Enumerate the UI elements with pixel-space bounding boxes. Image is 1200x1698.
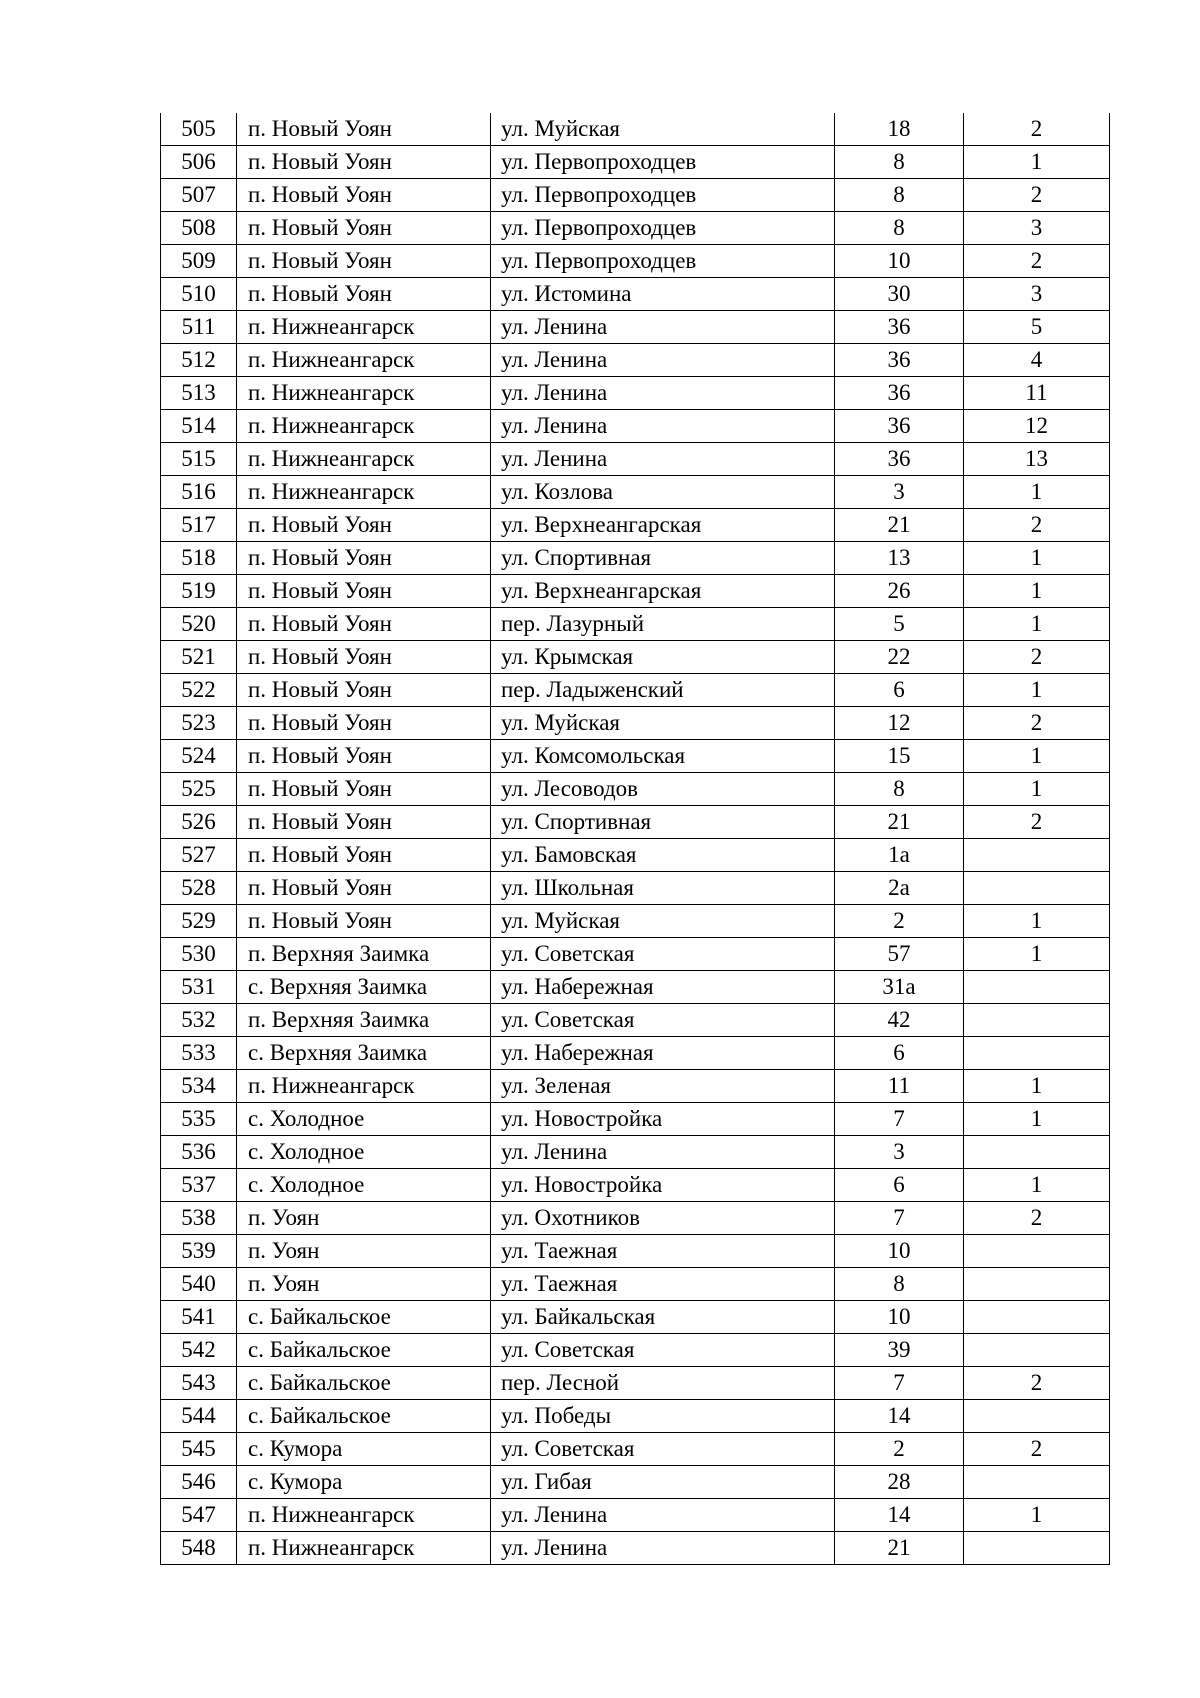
house-number-cell: 39 xyxy=(835,1334,964,1367)
house-number-cell: 21 xyxy=(835,1532,964,1565)
settlement-cell: п. Новый Уоян xyxy=(237,608,491,641)
street-cell: ул. Школьная xyxy=(491,872,835,905)
street-cell: ул. Ленина xyxy=(491,1499,835,1532)
street-cell: ул. Ленина xyxy=(491,1136,835,1169)
row-number-cell: 522 xyxy=(161,674,237,707)
settlement-cell: п. Нижнеангарск xyxy=(237,443,491,476)
house-number-cell: 57 xyxy=(835,938,964,971)
settlement-cell: с. Кумора xyxy=(237,1466,491,1499)
street-cell: ул. Зеленая xyxy=(491,1070,835,1103)
row-number-cell: 529 xyxy=(161,905,237,938)
street-cell: пер. Лесной xyxy=(491,1367,835,1400)
apartment-cell xyxy=(964,1466,1110,1499)
apartment-cell: 1 xyxy=(964,1499,1110,1532)
street-cell: ул. Первопроходцев xyxy=(491,245,835,278)
street-cell: ул. Советская xyxy=(491,1004,835,1037)
table-row xyxy=(161,542,1110,575)
apartment-cell: 1 xyxy=(964,740,1110,773)
row-number-cell: 542 xyxy=(161,1334,237,1367)
row-number-cell: 512 xyxy=(161,344,237,377)
table-row xyxy=(161,245,1110,278)
apartment-cell: 1 xyxy=(964,146,1110,179)
settlement-cell: п. Новый Уоян xyxy=(237,905,491,938)
table-row xyxy=(161,575,1110,608)
house-number-cell: 42 xyxy=(835,1004,964,1037)
street-cell: ул. Лесоводов xyxy=(491,773,835,806)
table-row xyxy=(161,410,1110,443)
house-number-cell: 11 xyxy=(835,1070,964,1103)
apartment-cell: 1 xyxy=(964,905,1110,938)
settlement-cell: п. Новый Уоян xyxy=(237,146,491,179)
table-row xyxy=(161,278,1110,311)
street-cell: ул. Муйская xyxy=(491,113,835,146)
row-number-cell: 531 xyxy=(161,971,237,1004)
table-row xyxy=(161,476,1110,509)
table-row xyxy=(161,674,1110,707)
table-row xyxy=(161,1400,1110,1433)
house-number-cell: 12 xyxy=(835,707,964,740)
settlement-cell: п. Новый Уоян xyxy=(237,179,491,212)
settlement-cell: п. Нижнеангарск xyxy=(237,1499,491,1532)
apartment-cell xyxy=(964,1301,1110,1334)
settlement-cell: п. Новый Уоян xyxy=(237,641,491,674)
street-cell: ул. Ленина xyxy=(491,1532,835,1565)
table-row xyxy=(161,1037,1110,1070)
apartment-cell xyxy=(964,1268,1110,1301)
row-number-cell: 540 xyxy=(161,1268,237,1301)
row-number-cell: 548 xyxy=(161,1532,237,1565)
settlement-cell: с. Холодное xyxy=(237,1136,491,1169)
house-number-cell: 3 xyxy=(835,476,964,509)
settlement-cell: п. Уоян xyxy=(237,1202,491,1235)
house-number-cell: 10 xyxy=(835,245,964,278)
street-cell: ул. Первопроходцев xyxy=(491,146,835,179)
address-table-body xyxy=(161,113,1110,1565)
apartment-cell: 2 xyxy=(964,509,1110,542)
table-row xyxy=(161,212,1110,245)
apartment-cell: 1 xyxy=(964,1103,1110,1136)
settlement-cell: п. Новый Уоян xyxy=(237,509,491,542)
house-number-cell: 36 xyxy=(835,443,964,476)
settlement-cell: п. Новый Уоян xyxy=(237,773,491,806)
settlement-cell: п. Нижнеангарск xyxy=(237,1532,491,1565)
row-number-cell: 537 xyxy=(161,1169,237,1202)
row-number-cell: 509 xyxy=(161,245,237,278)
table-row xyxy=(161,377,1110,410)
house-number-cell: 1а xyxy=(835,839,964,872)
street-cell: ул. Новостройка xyxy=(491,1103,835,1136)
row-number-cell: 513 xyxy=(161,377,237,410)
street-cell: ул. Спортивная xyxy=(491,542,835,575)
house-number-cell: 21 xyxy=(835,806,964,839)
apartment-cell xyxy=(964,872,1110,905)
apartment-cell: 1 xyxy=(964,773,1110,806)
house-number-cell: 7 xyxy=(835,1103,964,1136)
house-number-cell: 3 xyxy=(835,1136,964,1169)
table-row xyxy=(161,1004,1110,1037)
house-number-cell: 31а xyxy=(835,971,964,1004)
table-row xyxy=(161,113,1110,146)
table-row xyxy=(161,1367,1110,1400)
apartment-cell xyxy=(964,1136,1110,1169)
street-cell: ул. Советская xyxy=(491,1433,835,1466)
house-number-cell: 10 xyxy=(835,1235,964,1268)
house-number-cell: 6 xyxy=(835,674,964,707)
apartment-cell xyxy=(964,839,1110,872)
row-number-cell: 511 xyxy=(161,311,237,344)
row-number-cell: 521 xyxy=(161,641,237,674)
row-number-cell: 533 xyxy=(161,1037,237,1070)
settlement-cell: п. Нижнеангарск xyxy=(237,311,491,344)
row-number-cell: 536 xyxy=(161,1136,237,1169)
table-row xyxy=(161,146,1110,179)
row-number-cell: 523 xyxy=(161,707,237,740)
row-number-cell: 543 xyxy=(161,1367,237,1400)
settlement-cell: с. Верхняя Заимка xyxy=(237,971,491,1004)
street-cell: ул. Гибая xyxy=(491,1466,835,1499)
table-row xyxy=(161,740,1110,773)
table-row xyxy=(161,1301,1110,1334)
apartment-cell: 12 xyxy=(964,410,1110,443)
house-number-cell: 26 xyxy=(835,575,964,608)
settlement-cell: с. Байкальское xyxy=(237,1400,491,1433)
settlement-cell: с. Верхняя Заимка xyxy=(237,1037,491,1070)
apartment-cell: 2 xyxy=(964,1367,1110,1400)
row-number-cell: 510 xyxy=(161,278,237,311)
apartment-cell: 5 xyxy=(964,311,1110,344)
street-cell: ул. Победы xyxy=(491,1400,835,1433)
table-row xyxy=(161,311,1110,344)
house-number-cell: 14 xyxy=(835,1499,964,1532)
street-cell: ул. Истомина xyxy=(491,278,835,311)
street-cell: ул. Ленина xyxy=(491,344,835,377)
row-number-cell: 508 xyxy=(161,212,237,245)
house-number-cell: 21 xyxy=(835,509,964,542)
settlement-cell: п. Новый Уоян xyxy=(237,707,491,740)
house-number-cell: 2 xyxy=(835,905,964,938)
row-number-cell: 545 xyxy=(161,1433,237,1466)
table-row xyxy=(161,179,1110,212)
apartment-cell: 1 xyxy=(964,1070,1110,1103)
settlement-cell: п. Новый Уоян xyxy=(237,872,491,905)
house-number-cell: 36 xyxy=(835,410,964,443)
apartment-cell: 1 xyxy=(964,542,1110,575)
street-cell: ул. Таежная xyxy=(491,1235,835,1268)
street-cell: ул. Спортивная xyxy=(491,806,835,839)
table-row xyxy=(161,872,1110,905)
settlement-cell: п. Нижнеангарск xyxy=(237,377,491,410)
settlement-cell: п. Новый Уоян xyxy=(237,674,491,707)
table-row xyxy=(161,839,1110,872)
row-number-cell: 519 xyxy=(161,575,237,608)
apartment-cell xyxy=(964,1235,1110,1268)
apartment-cell xyxy=(964,1400,1110,1433)
settlement-cell: п. Нижнеангарск xyxy=(237,1070,491,1103)
row-number-cell: 547 xyxy=(161,1499,237,1532)
row-number-cell: 538 xyxy=(161,1202,237,1235)
settlement-cell: п. Уоян xyxy=(237,1235,491,1268)
house-number-cell: 6 xyxy=(835,1169,964,1202)
house-number-cell: 6 xyxy=(835,1037,964,1070)
settlement-cell: п. Нижнеангарск xyxy=(237,410,491,443)
table-row xyxy=(161,1103,1110,1136)
apartment-cell xyxy=(964,971,1110,1004)
settlement-cell: п. Новый Уоян xyxy=(237,245,491,278)
row-number-cell: 516 xyxy=(161,476,237,509)
table-row xyxy=(161,608,1110,641)
house-number-cell: 28 xyxy=(835,1466,964,1499)
apartment-cell: 1 xyxy=(964,476,1110,509)
apartment-cell: 2 xyxy=(964,245,1110,278)
house-number-cell: 8 xyxy=(835,146,964,179)
settlement-cell: п. Новый Уоян xyxy=(237,740,491,773)
street-cell: ул. Крымская xyxy=(491,641,835,674)
apartment-cell: 1 xyxy=(964,938,1110,971)
row-number-cell: 539 xyxy=(161,1235,237,1268)
house-number-cell: 8 xyxy=(835,212,964,245)
street-cell: ул. Ленина xyxy=(491,410,835,443)
table-row xyxy=(161,641,1110,674)
apartment-cell: 4 xyxy=(964,344,1110,377)
apartment-cell: 1 xyxy=(964,575,1110,608)
table-row xyxy=(161,1433,1110,1466)
house-number-cell: 7 xyxy=(835,1202,964,1235)
table-row xyxy=(161,509,1110,542)
apartment-cell: 3 xyxy=(964,212,1110,245)
house-number-cell: 36 xyxy=(835,344,964,377)
settlement-cell: п. Новый Уоян xyxy=(237,542,491,575)
street-cell: ул. Набережная xyxy=(491,971,835,1004)
house-number-cell: 30 xyxy=(835,278,964,311)
apartment-cell xyxy=(964,1532,1110,1565)
row-number-cell: 535 xyxy=(161,1103,237,1136)
row-number-cell: 532 xyxy=(161,1004,237,1037)
row-number-cell: 527 xyxy=(161,839,237,872)
apartment-cell: 2 xyxy=(964,641,1110,674)
house-number-cell: 8 xyxy=(835,1268,964,1301)
apartment-cell: 11 xyxy=(964,377,1110,410)
house-number-cell: 22 xyxy=(835,641,964,674)
settlement-cell: п. Новый Уоян xyxy=(237,278,491,311)
table-row xyxy=(161,905,1110,938)
apartment-cell: 1 xyxy=(964,674,1110,707)
table-row xyxy=(161,806,1110,839)
row-number-cell: 525 xyxy=(161,773,237,806)
apartment-cell xyxy=(964,1004,1110,1037)
street-cell: ул. Первопроходцев xyxy=(491,212,835,245)
street-cell: ул. Верхнеангарская xyxy=(491,509,835,542)
row-number-cell: 524 xyxy=(161,740,237,773)
settlement-cell: с. Холодное xyxy=(237,1103,491,1136)
street-cell: ул. Муйская xyxy=(491,707,835,740)
table-row xyxy=(161,1202,1110,1235)
settlement-cell: с. Кумора xyxy=(237,1433,491,1466)
settlement-cell: с. Холодное xyxy=(237,1169,491,1202)
table-row xyxy=(161,344,1110,377)
settlement-cell: с. Байкальское xyxy=(237,1334,491,1367)
table-row xyxy=(161,1268,1110,1301)
settlement-cell: п. Верхняя Заимка xyxy=(237,1004,491,1037)
table-row xyxy=(161,1169,1110,1202)
street-cell: пер. Лазурный xyxy=(491,608,835,641)
house-number-cell: 36 xyxy=(835,377,964,410)
street-cell: ул. Ленина xyxy=(491,311,835,344)
apartment-cell: 3 xyxy=(964,278,1110,311)
row-number-cell: 530 xyxy=(161,938,237,971)
house-number-cell: 18 xyxy=(835,113,964,146)
street-cell: ул. Комсомольская xyxy=(491,740,835,773)
settlement-cell: п. Верхняя Заимка xyxy=(237,938,491,971)
table-row xyxy=(161,938,1110,971)
apartment-cell: 2 xyxy=(964,113,1110,146)
row-number-cell: 541 xyxy=(161,1301,237,1334)
street-cell: ул. Верхнеангарская xyxy=(491,575,835,608)
apartment-cell: 1 xyxy=(964,1169,1110,1202)
street-cell: ул. Козлова xyxy=(491,476,835,509)
table-row xyxy=(161,1466,1110,1499)
apartment-cell: 2 xyxy=(964,707,1110,740)
row-number-cell: 518 xyxy=(161,542,237,575)
settlement-cell: п. Новый Уоян xyxy=(237,212,491,245)
street-cell: ул. Бамовская xyxy=(491,839,835,872)
street-cell: ул. Набережная xyxy=(491,1037,835,1070)
house-number-cell: 8 xyxy=(835,179,964,212)
table-row xyxy=(161,773,1110,806)
apartment-cell: 1 xyxy=(964,608,1110,641)
house-number-cell: 5 xyxy=(835,608,964,641)
street-cell: ул. Ленина xyxy=(491,377,835,410)
row-number-cell: 506 xyxy=(161,146,237,179)
house-number-cell: 10 xyxy=(835,1301,964,1334)
apartment-cell xyxy=(964,1334,1110,1367)
house-number-cell: 15 xyxy=(835,740,964,773)
row-number-cell: 517 xyxy=(161,509,237,542)
table-row xyxy=(161,1070,1110,1103)
table-row xyxy=(161,971,1110,1004)
table-row xyxy=(161,1334,1110,1367)
settlement-cell: п. Новый Уоян xyxy=(237,113,491,146)
house-number-cell: 36 xyxy=(835,311,964,344)
house-number-cell: 7 xyxy=(835,1367,964,1400)
row-number-cell: 514 xyxy=(161,410,237,443)
house-number-cell: 13 xyxy=(835,542,964,575)
street-cell: ул. Ленина xyxy=(491,443,835,476)
house-number-cell: 14 xyxy=(835,1400,964,1433)
settlement-cell: п. Новый Уоян xyxy=(237,839,491,872)
row-number-cell: 546 xyxy=(161,1466,237,1499)
house-number-cell: 2 xyxy=(835,1433,964,1466)
row-number-cell: 534 xyxy=(161,1070,237,1103)
street-cell: ул. Первопроходцев xyxy=(491,179,835,212)
street-cell: ул. Таежная xyxy=(491,1268,835,1301)
address-table xyxy=(160,113,1110,1565)
row-number-cell: 507 xyxy=(161,179,237,212)
table-row xyxy=(161,1532,1110,1565)
table-row xyxy=(161,1235,1110,1268)
table-row xyxy=(161,1136,1110,1169)
street-cell: пер. Ладыженский xyxy=(491,674,835,707)
row-number-cell: 515 xyxy=(161,443,237,476)
street-cell: ул. Охотников xyxy=(491,1202,835,1235)
settlement-cell: п. Новый Уоян xyxy=(237,575,491,608)
street-cell: ул. Новостройка xyxy=(491,1169,835,1202)
settlement-cell: п. Нижнеангарск xyxy=(237,476,491,509)
settlement-cell: п. Нижнеангарск xyxy=(237,344,491,377)
apartment-cell: 13 xyxy=(964,443,1110,476)
apartment-cell: 2 xyxy=(964,806,1110,839)
house-number-cell: 2а xyxy=(835,872,964,905)
street-cell: ул. Муйская xyxy=(491,905,835,938)
table-row xyxy=(161,1499,1110,1532)
table-row xyxy=(161,443,1110,476)
settlement-cell: с. Байкальское xyxy=(237,1301,491,1334)
row-number-cell: 544 xyxy=(161,1400,237,1433)
row-number-cell: 528 xyxy=(161,872,237,905)
street-cell: ул. Советская xyxy=(491,1334,835,1367)
settlement-cell: п. Уоян xyxy=(237,1268,491,1301)
apartment-cell: 2 xyxy=(964,1202,1110,1235)
row-number-cell: 505 xyxy=(161,113,237,146)
apartment-cell: 2 xyxy=(964,179,1110,212)
row-number-cell: 526 xyxy=(161,806,237,839)
street-cell: ул. Советская xyxy=(491,938,835,971)
settlement-cell: с. Байкальское xyxy=(237,1367,491,1400)
settlement-cell: п. Новый Уоян xyxy=(237,806,491,839)
apartment-cell xyxy=(964,1037,1110,1070)
street-cell: ул. Байкальская xyxy=(491,1301,835,1334)
table-row xyxy=(161,707,1110,740)
house-number-cell: 8 xyxy=(835,773,964,806)
apartment-cell: 2 xyxy=(964,1433,1110,1466)
row-number-cell: 520 xyxy=(161,608,237,641)
